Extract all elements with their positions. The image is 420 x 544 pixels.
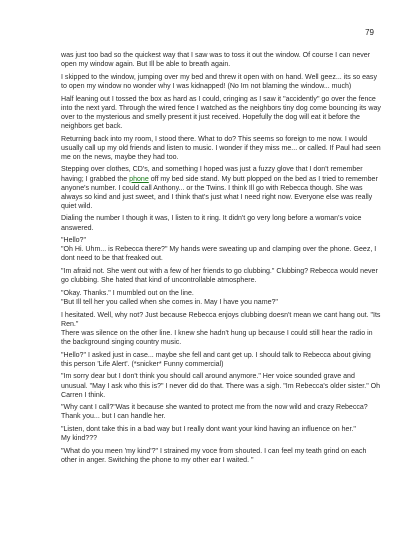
paragraph-13: "Why cant I call?"Was it because she wanted to protect me from the now wild and crazy Rebecca? Thank you... but I can handle her. <box>61 404 368 421</box>
paragraph-8: "Im afraid not. She went out with a few of her friends to go clubbing." Clubbing? Rebecca would never go clubbing. She hated that kind of uncontrollable atmosphere. <box>61 268 378 285</box>
paragraph-4: Returning back into my room, I stood there. What to do? This seems so foreign to me now. I would usually call up my old friends and listen to music. I wonder if they miss me... or called. If Paul had seen me on the news, maybe they had too. <box>61 135 381 161</box>
paragraph-12: "Im sorry dear but I don't think you should call around anymore." Her voice sounded grave and unusual. "May I ask who this is?" I never did do that. There was a sigh. "Im Rebecca's older sister." Oh Carren I think. <box>61 373 381 399</box>
paragraph-15: "What do you meen 'my kind'?" I strained my voce from shouted. I can feel my teath grind on each other in anger. Switching the phone to my other ear I waited. " <box>61 447 367 464</box>
paragraph-11: "Hello?" I asked just in case... maybe she fell and cant get up. I should talk to Rebecca about giving this person 'Life Alert'. (*snicker* Funny commercial) <box>61 351 371 368</box>
page-number: 79 <box>365 28 374 37</box>
paragraph-1: was just too bad so the quickest way that I saw was to toss it out the window. Of course I can never open my window again. But Ill be able to breath again. <box>61 52 371 69</box>
paragraph-5-text-before: Stepping over clothes, CD's, and something I hoped was just a fuzzy glove that I don't remember having; I grabbed the <box>61 166 363 183</box>
paragraph-2: I skipped to the window, jumping over my bed and threw it open with on hand. Well geez... its so easy to open my window no wonder why I was kidnapped! (No Im not blaming the window... much) <box>61 73 377 90</box>
phone-link[interactable]: phone <box>129 175 149 183</box>
paragraph-3: Half leaning out I tossed the box as hard as I could, cringing as I saw it "accidently" go over the fence into the next yard. Through the wired fence I watched as the neighbors tiny dog come bouncing its way over to the mysterious and smelly present it just received. Hopefully the dog will eat it before the neighbors get back. <box>61 95 381 130</box>
paragraph-6: Dialing the number I though it was, I listen to it ring. It didn't go very long before a woman's voice answered. <box>61 215 362 232</box>
paragraph-5-text-after: off my bed side stand. My butt plopped on the bed as I tried to remember anyone's number. I could call Anthony... or the Twins. I think Ill go with Rebecca though. She was always so kind and just sweet, and I think that's just what I need right now. Everyone else was really quiet wild. <box>61 175 378 210</box>
paragraph-7: "Hello?" "Oh Hi. Uhm... is Rebecca there?" My hands were sweating up and clamping over the phone. Geez, I dont need to be that freaked out. <box>61 237 377 263</box>
paragraph-5 <box>61 165 383 210</box>
paragraph-9: "Okay. Thanks." I mumbled out on the line. "But Ill tell her you called when she comes in. May I have you name?" <box>61 289 278 306</box>
page-body <box>61 51 383 469</box>
paragraph-10: I hesitated. Well, why not? Just because Rebecca enjoys clubbing doesn't mean we cant hang out. "Its Ren." There was silence on the other line. I knew she hadn't hung up because I could still hear the radio in the background singing country music. <box>61 311 381 346</box>
paragraph-14: "Listen, dont take this in a bad way but I really dont want your kind having an influence on her." My kind??? <box>61 426 356 443</box>
